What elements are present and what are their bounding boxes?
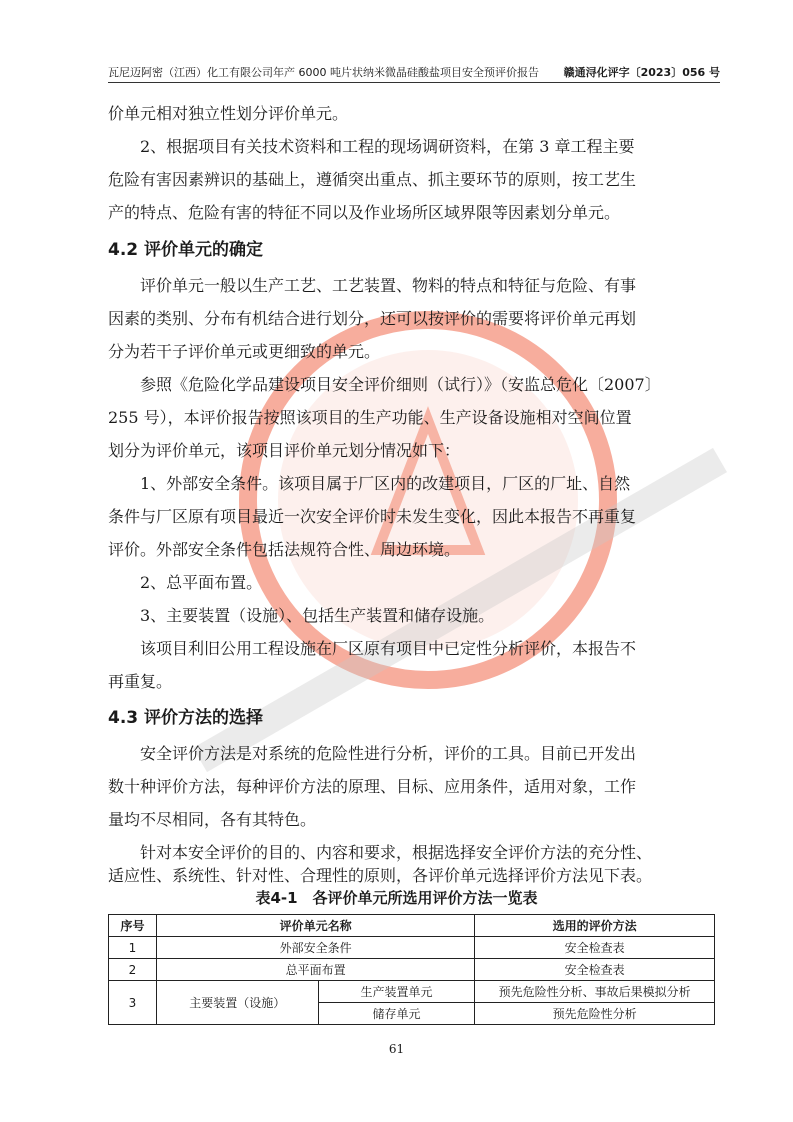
page-header <box>108 66 720 83</box>
paragraph-line: 3、主要装置（设施）、包括生产装置和储存设施。 <box>108 606 495 625</box>
table-row <box>109 937 715 959</box>
table-row <box>109 981 715 1003</box>
paragraph-line: 评价。外部安全条件包括法规符合性、周边环境。 <box>108 540 461 559</box>
paragraph-line: 再重复。 <box>108 672 173 691</box>
cell-method: 预先危险性分析 <box>475 1003 715 1025</box>
paragraph-line: 量均不尽相同，各有其特色。 <box>108 810 317 829</box>
cell-no: 3 <box>109 981 157 1025</box>
header-method: 选用的评价方法 <box>475 915 715 937</box>
paragraph-line: 255 号），本评价报告按照该项目的生产功能、生产设备设施相对空间位置 <box>108 408 632 427</box>
paragraph-line: 该项目利旧公用工程设施在厂区原有项目中已定性分析评价，本报告不 <box>108 639 637 658</box>
cell-unit: 外部安全条件 <box>156 937 474 959</box>
cell-method: 安全检查表 <box>475 959 715 981</box>
cell-method: 安全检查表 <box>475 937 715 959</box>
section-heading-4-3: 4.3 评价方法的选择 <box>108 708 264 728</box>
paragraph-line: 因素的类别、分布有机结合进行划分，还可以按评价的需要将评价单元再划 <box>108 309 637 328</box>
paragraph-line: 针对本安全评价的目的、内容和要求，根据选择安全评价方法的充分性、 <box>108 843 653 862</box>
paragraph-line: 价单元相对独立性划分评价单元。 <box>108 104 349 123</box>
cell-unit: 主要装置（设施） <box>156 981 318 1025</box>
cell-subunit: 生产装置单元 <box>318 981 475 1003</box>
header-report-number: 赣通浔化评字〔2023〕056 号 <box>563 66 720 79</box>
cell-no: 1 <box>109 937 157 959</box>
cell-unit: 总平面布置 <box>156 959 474 981</box>
header-unit: 评价单元名称 <box>156 915 474 937</box>
paragraph-line: 数十种评价方法，每种评价方法的原理、目标、应用条件，适用对象，工作 <box>108 777 637 796</box>
cell-subunit: 储存单元 <box>318 1003 475 1025</box>
paragraph-line: 参照《危险化学品建设项目安全评价细则（试行）》（安监总危化〔2007〕 <box>108 375 661 394</box>
paragraph-line: 2、根据项目有关技术资料和工程的现场调研资料，在第 3 章工程主要 <box>108 137 635 156</box>
header-no: 序号 <box>109 915 157 937</box>
paragraph-line: 条件与厂区原有项目最近一次安全评价时未发生变化，因此本报告不再重复 <box>108 507 637 526</box>
paragraph-line: 划分为评价单元，该项目评价单元划分情况如下： <box>108 441 461 460</box>
paragraph-line: 安全评价方法是对系统的危险性进行分析，评价的工具。目前已开发出 <box>108 744 637 763</box>
section-heading-4-2: 4.2 评价单元的确定 <box>108 240 264 260</box>
paragraph-line: 适应性、系统性、针对性、合理性的原则，各评价单元选择评价方法见下表。 <box>108 866 653 885</box>
paragraph-line: 2、总平面布置。 <box>108 573 263 592</box>
paragraph-line: 评价单元一般以生产工艺、工艺装置、物料的特点和特征与危险、有事 <box>108 276 637 295</box>
paragraph-line: 分为若干子评价单元或更细致的单元。 <box>108 342 381 361</box>
cell-no: 2 <box>109 959 157 981</box>
table-row <box>109 959 715 981</box>
table-caption: 表4-1 各评价单元所选用评价方法一览表 <box>255 889 538 907</box>
paragraph-line: 危险有害因素辨识的基础上，遵循突出重点、抓主要环节的原则，按工艺生 <box>108 170 637 189</box>
evaluation-method-table <box>108 914 715 1025</box>
paragraph-line: 产的特点、危险有害的特征不同以及作业场所区域界限等因素划分单元。 <box>108 203 621 222</box>
cell-method: 预先危险性分析、事故后果模拟分析 <box>475 981 715 1003</box>
header-report-title: 瓦尼迈阿密（江西）化工有限公司年产 6000 吨片状纳米微晶硅酸盐项目安全预评价报告 <box>108 66 539 79</box>
paragraph-line: 1、外部安全条件。该项目属于厂区内的改建项目，厂区的厂址、自然 <box>108 474 631 493</box>
table-header-row <box>109 915 715 937</box>
page-number: 61 <box>388 1042 405 1056</box>
